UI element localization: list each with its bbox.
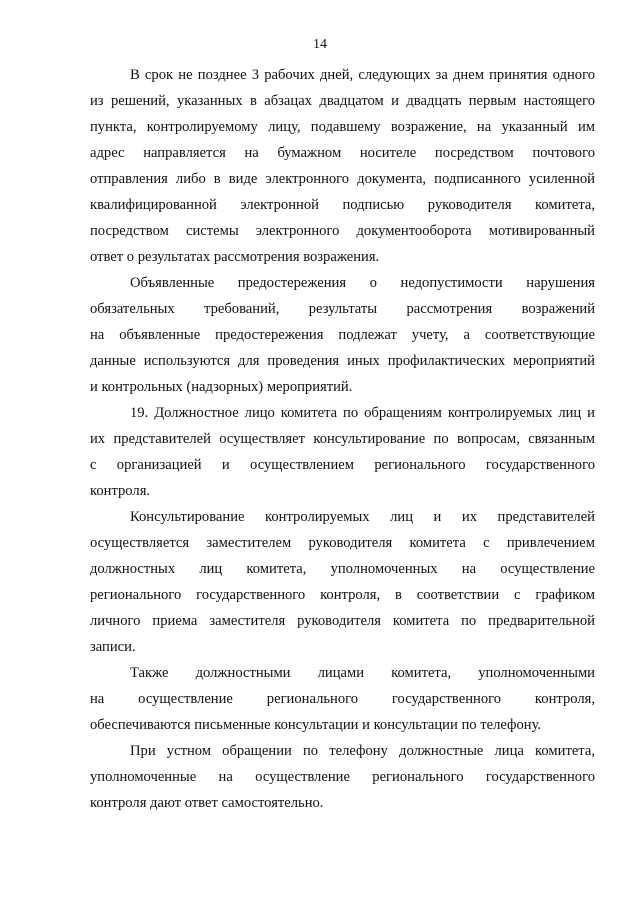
text-line: ответ о результатах рассмотрения возражения. — [90, 249, 380, 265]
text-line: их представителей осуществляет консультирование по вопросам, связанным — [90, 431, 595, 447]
page-number: 14 — [313, 37, 327, 52]
text-line: обеспечиваются письменные консультации и консультации по телефону. — [90, 717, 542, 733]
text-line: из решений, указанных в абзацах двадцатом и двадцать первым настоящего — [90, 93, 595, 109]
text-line: контроля дают ответ самостоятельно. — [90, 795, 324, 811]
paragraph-written-consultations — [90, 660, 595, 738]
text-line: и контрольных (надзорных) мероприятий. — [90, 379, 353, 395]
paragraph-consulting — [90, 504, 595, 660]
text-line: записи. — [90, 639, 136, 655]
text-line: регионального государственного контроля, в соответствии с графиком — [90, 587, 595, 603]
text-line: уполномоченные на осуществление регионального государственного — [90, 769, 595, 785]
text-line: 19. Должностное лицо комитета по обращениям контролируемых лиц и — [130, 405, 595, 421]
text-line: осуществляется заместителем руководителя комитета с привлечением — [90, 535, 595, 551]
text-line: Консультирование контролируемых лиц и их представителей — [130, 509, 595, 525]
text-line: на осуществление регионального государственного контроля, — [90, 691, 595, 707]
text-line: В срок не позднее 3 рабочих дней, следующих за днем принятия одного — [130, 67, 595, 83]
text-line: с организацией и осуществлением регионального государственного — [90, 457, 595, 473]
text-line: Также должностными лицами комитета, уполномоченными — [130, 665, 595, 681]
text-line: отправления либо в виде электронного документа, подписанного усиленной — [90, 171, 595, 187]
text-line: Объявленные предостережения о недопустимости нарушения — [130, 275, 595, 291]
text-line: личного приема заместителя руководителя комитета по предварительной — [90, 613, 595, 629]
paragraph-phone-consultations — [90, 738, 595, 816]
text-line: обязательных требований, результаты рассмотрения возражений — [90, 301, 595, 317]
text-line: адрес направляется на бумажном носителе посредством почтового — [90, 145, 595, 161]
text-line: должностных лиц комитета, уполномоченных на осуществление — [90, 561, 595, 577]
paragraph-item-19 — [90, 400, 595, 504]
paragraph-objection-response — [90, 62, 595, 270]
text-line: контроля. — [90, 483, 151, 499]
text-line: квалифицированной электронной подписью руководителя комитета, — [90, 197, 595, 213]
text-line: При устном обращении по телефону должностные лица комитета, — [130, 743, 595, 759]
paragraph-warnings-accounting — [90, 270, 595, 400]
text-line: посредством системы электронного документооборота мотивированный — [90, 223, 595, 239]
document-body — [90, 62, 595, 816]
text-line: пункта, контролируемому лицу, подавшему возражение, на указанный им — [90, 119, 595, 135]
text-line: данные используются для проведения иных профилактических мероприятий — [90, 353, 595, 369]
text-line: на объявленные предостережения подлежат учету, а соответствующие — [90, 327, 595, 343]
